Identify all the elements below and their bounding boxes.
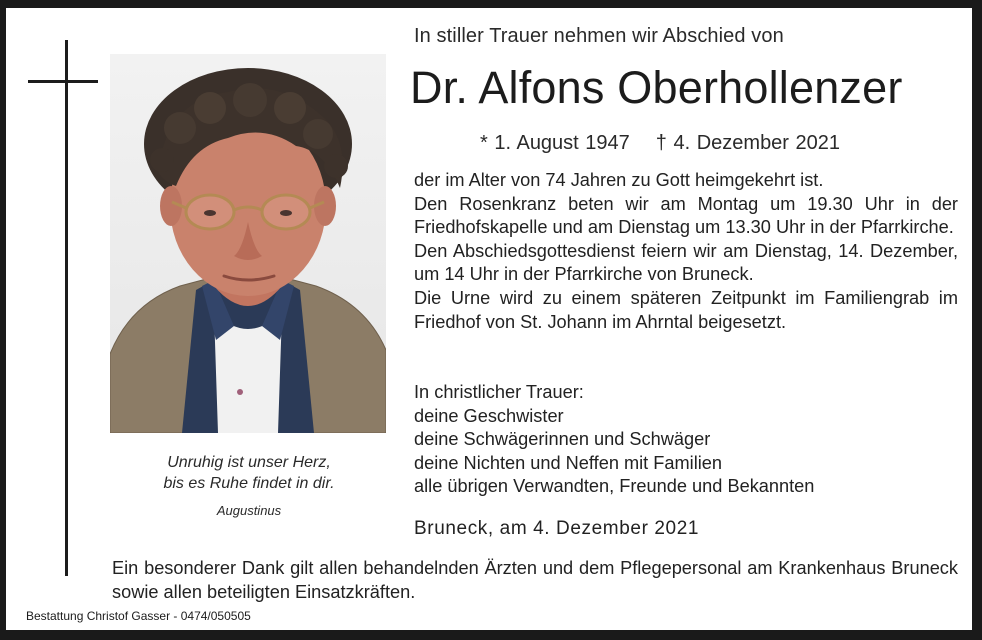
mourners-list bbox=[414, 381, 814, 499]
quote-author: Augustinus bbox=[216, 503, 282, 518]
intro-text: In stiller Trauer nehmen wir Abschied von bbox=[414, 25, 784, 47]
quote-line-2: bis es Ruhe findet in dir. bbox=[163, 475, 335, 492]
place-date: Bruneck, am 4. Dezember 2021 bbox=[414, 518, 700, 539]
deceased-name: Dr. Alfons Oberhollenzer bbox=[410, 62, 903, 113]
death-date: † 4. Dezember 2021 bbox=[655, 132, 841, 154]
notice-body bbox=[414, 169, 958, 334]
quote bbox=[116, 452, 382, 521]
portrait-photo bbox=[110, 54, 386, 433]
body-paragraph: Die Urne wird zu einem späteren Zeitpunkt im Familiengrab im Friedhof von St. Johann im Ahrntal beigesetzt. bbox=[414, 287, 958, 332]
mourner-entry: deine Schwägerinnen und Schwäger bbox=[414, 429, 711, 450]
mourner-entry: deine Geschwister bbox=[414, 405, 564, 426]
mourners-heading: In christlicher Trauer: bbox=[414, 382, 584, 402]
quote-line-1: Unruhig ist unser Herz, bbox=[167, 454, 331, 471]
birth-date: * 1. August 1947 bbox=[480, 132, 630, 154]
body-paragraph: Den Rosenkranz beten wir am Montag um 19.30 Uhr in der Friedhofskapelle und am Dienstag um 13.30 Uhr in der Pfarrkirche. bbox=[414, 193, 958, 238]
body-paragraph: Den Abschiedsgottesdienst feiern wir am Dienstag, 14. Dezember, um 14 Uhr in der Pfarrkirche von Bruneck. bbox=[414, 240, 958, 285]
mourner-entry: deine Nichten und Neffen mit Familien bbox=[414, 452, 723, 473]
thanks-text: Ein besonderer Dank gilt allen behandelnden Ärzten und dem Pflegepersonal am Krankenhaus Bruneck sowie allen beteiligten Einsatzkräften. bbox=[112, 558, 958, 602]
mourner-entry: alle übrigen Verwandten, Freunde und Bekannten bbox=[414, 476, 815, 497]
obituary-notice bbox=[6, 8, 972, 630]
life-dates bbox=[480, 132, 840, 155]
undertaker-info: Bestattung Christof Gasser - 0474/050505 bbox=[26, 609, 251, 623]
body-paragraph: der im Alter von 74 Jahren zu Gott heimgekehrt ist. bbox=[414, 170, 824, 190]
